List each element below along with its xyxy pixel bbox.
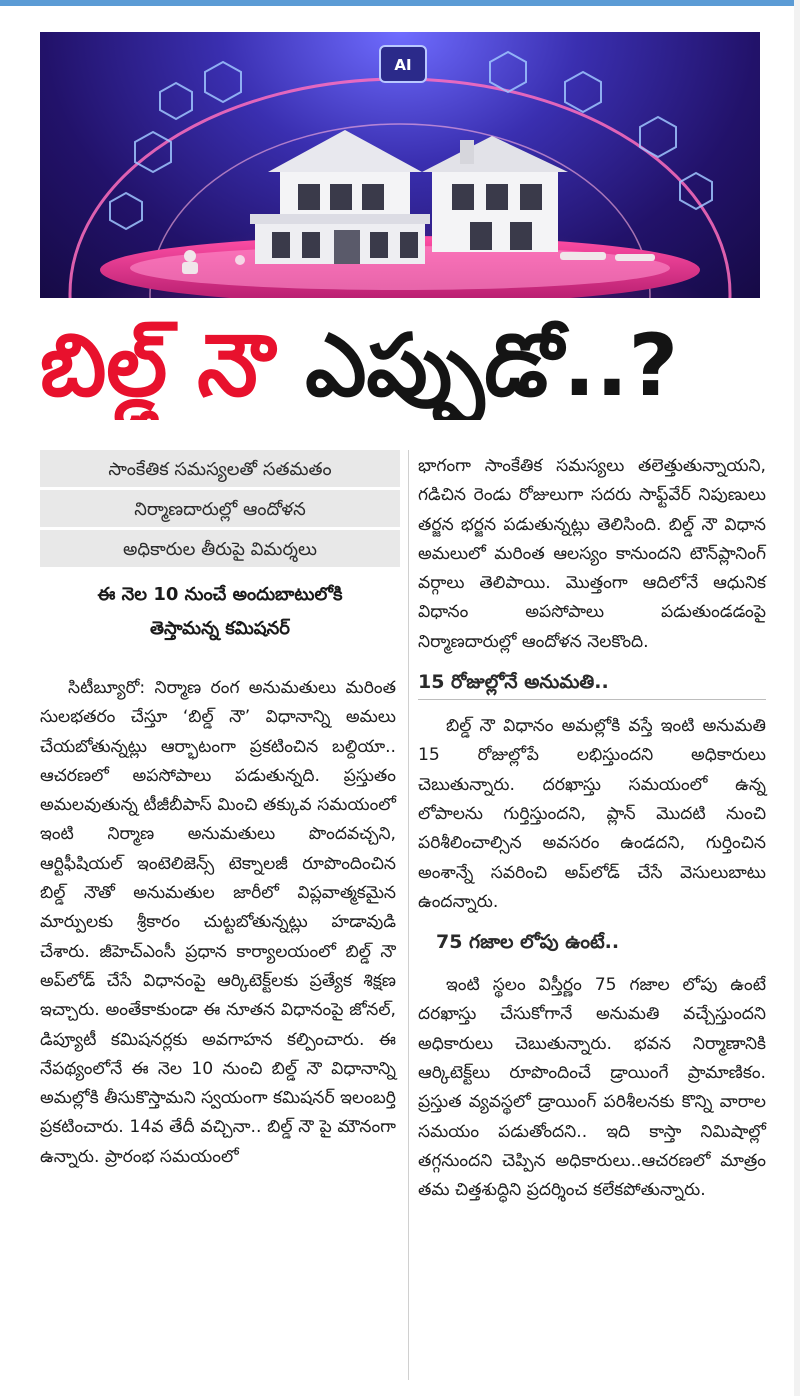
article-column-left <box>40 674 396 1172</box>
headline-part-1: బిల్డ్ నౌ <box>40 316 276 416</box>
section-subhead: 15 రోజుల్లోనే అనుమతి.. <box>418 665 766 700</box>
deck-line-1: సాంకేతిక సమస్యలతో సతమతం <box>40 450 400 490</box>
section-subhead: 75 గజాల లోపు ఉంటే.. <box>436 931 620 954</box>
wifi-icon <box>565 72 601 112</box>
headline-part-2: ఎప్పుడో..? <box>305 316 679 416</box>
home-icon <box>205 62 241 102</box>
smart-home-illustration <box>40 32 760 298</box>
column-divider <box>408 450 409 1380</box>
subheadings <box>40 450 400 646</box>
camera-icon <box>680 173 712 209</box>
deck-highlight <box>40 578 400 646</box>
shield-icon <box>490 52 526 92</box>
article-paragraph: భాగంగా సాంకేతిక సమస్యలు తలెత్తుతున్నాయని, గడిచిన రెండు రోజులుగా సదరు సాఫ్ట్‌వేర్ నిపుణులు తర్జన భర్జన పడుతున్నట్లు తెలిసింది. బిల్డ్ నౌ విధాన అమలులో మరింత ఆలస్యం కానుందని టౌన్‌ప్లానింగ్ వర్గాలు తెలిపాయి. మొత్తంగా ఆదిలోనే ఆధునిక విధానం అపసోపాలు పడుతుండడంపై నిర్మాణదారుల్లో ఆందోళన నెలకొంది. <box>418 456 766 652</box>
article-paragraph: సిటీబ్యూరో: నిర్మాణ రంగ అనుమతులు మరింత సులభతరం చేస్తూ ‘బిల్డ్ నౌ’ విధానాన్ని అమలు చేయబోతున్నట్లు ఆర్భాటంగా ప్రకటించిన బల్దియా.. ఆచరణలో అపసోపాలు పడుతున్నది. ప్రస్తుతం అమలవుతున్న టీజీబీపాస్ మించి తక్కువ సమయంలో ఇంటి నిర్మాణ అనుమతులు పొందవచ్చని, ఆర్టిఫీషియల్ ఇంటెలిజెన్స్ టెక్నాలజీ రూపొందించిన బిల్డ్ నౌతో అనుమతుల జారీలో విప్లవాత్మకమైన మార్పులకు శ్రీకారం చుట్టబోతున్నట్లు హడావుడి చేశారు. జీహెచ్ఎంసీ ప్రధాన కార్యాలయంలో బిల్డ్ నౌ అప్‌లోడ్ చేసే విధానంపై ఆర్కిటెక్ట్‌లకు ప్రత్యేక శిక్షణ ఇచ్చారు. అంతేకాకుండా ఈ నూతన విధానంపై జోనల్, డిప్యూటీ కమిషనర్లకు అవగాహన కల్పించారు. ఈ నేపథ్యంలోనే ఈ నెల 10 నుంచి బిల్డ్ నౌ విధానాన్ని అమల్లోకి తీసుకొస్తామని స్వయంగా కమిషనర్ ఇలంబర్తి ప్రకటించారు. 14వ తేదీ వచ్చినా.. బిల్డ్ నౌ పై మౌనంగా ఉన్నారు. ప్రారంభ సమయంలో <box>40 678 396 1167</box>
article-paragraph: బిల్డ్ నౌ విధానం అమల్లోకి వస్తే ఇంటి అనుమతి 15 రోజుల్లోపే లభిస్తుందని అధికారులు చెబుతున్నారు. దరఖాస్తు సమయంలో ఉన్న లోపాలను గుర్తిస్తుందని, ప్లాన్ మొదటి నుంచి పరిశీలించాల్సిన అవసరం ఉండదని, గుర్తించిన అంశాన్నే సవరించి అప్‌లోడ్ చేసే వెసులుబాటు ఉందన్నారు. <box>418 716 766 912</box>
lightbulb-icon <box>640 117 676 157</box>
deck-line-2: నిర్మాణదారుల్లో ఆందోళన <box>40 490 400 530</box>
ai-badge-text: AI <box>394 56 412 74</box>
gear-icon <box>160 83 192 119</box>
headline <box>40 312 760 420</box>
article-column-right <box>418 452 766 1206</box>
hero-illustration <box>40 32 760 298</box>
deck-highlight-line-1: ఈ నెల 10 నుంచే అందుబాటులోకి <box>97 584 343 605</box>
deck-line-3: అధికారుల తీరుపై విమర్శలు <box>40 530 400 570</box>
article-paragraph: ఇంటి స్థలం విస్తీర్ణం 75 గజాల లోపు ఉంటే దరఖాస్తు చేసుకోగానే అనుమతి వచ్చేస్తుందని అధికారులు చెబుతున్నారు. భవన నిర్మాణానికి ఆర్కిటెక్ట్‌లు రూపొందించే డ్రాయింగే ప్రామాణికం. ప్రస్తుత వ్యవస్థలో డ్రాయింగ్ పరిశీలనకు కొన్ని వారాల సమయం పడుతోందని.. ఇది కాస్తా నిమిషాల్లో తగ్గనుందని చెప్పిన అధికారులు..ఆచరణలో మాత్రం తమ చిత్తశుద్ధిని ప్రదర్శించ కలేకపోతున్నారు. <box>418 975 766 1201</box>
page-edge <box>794 0 800 1396</box>
deck-highlight-line-2: తెస్తామన్న కమిషనర్ <box>150 618 290 639</box>
top-border <box>0 0 800 6</box>
